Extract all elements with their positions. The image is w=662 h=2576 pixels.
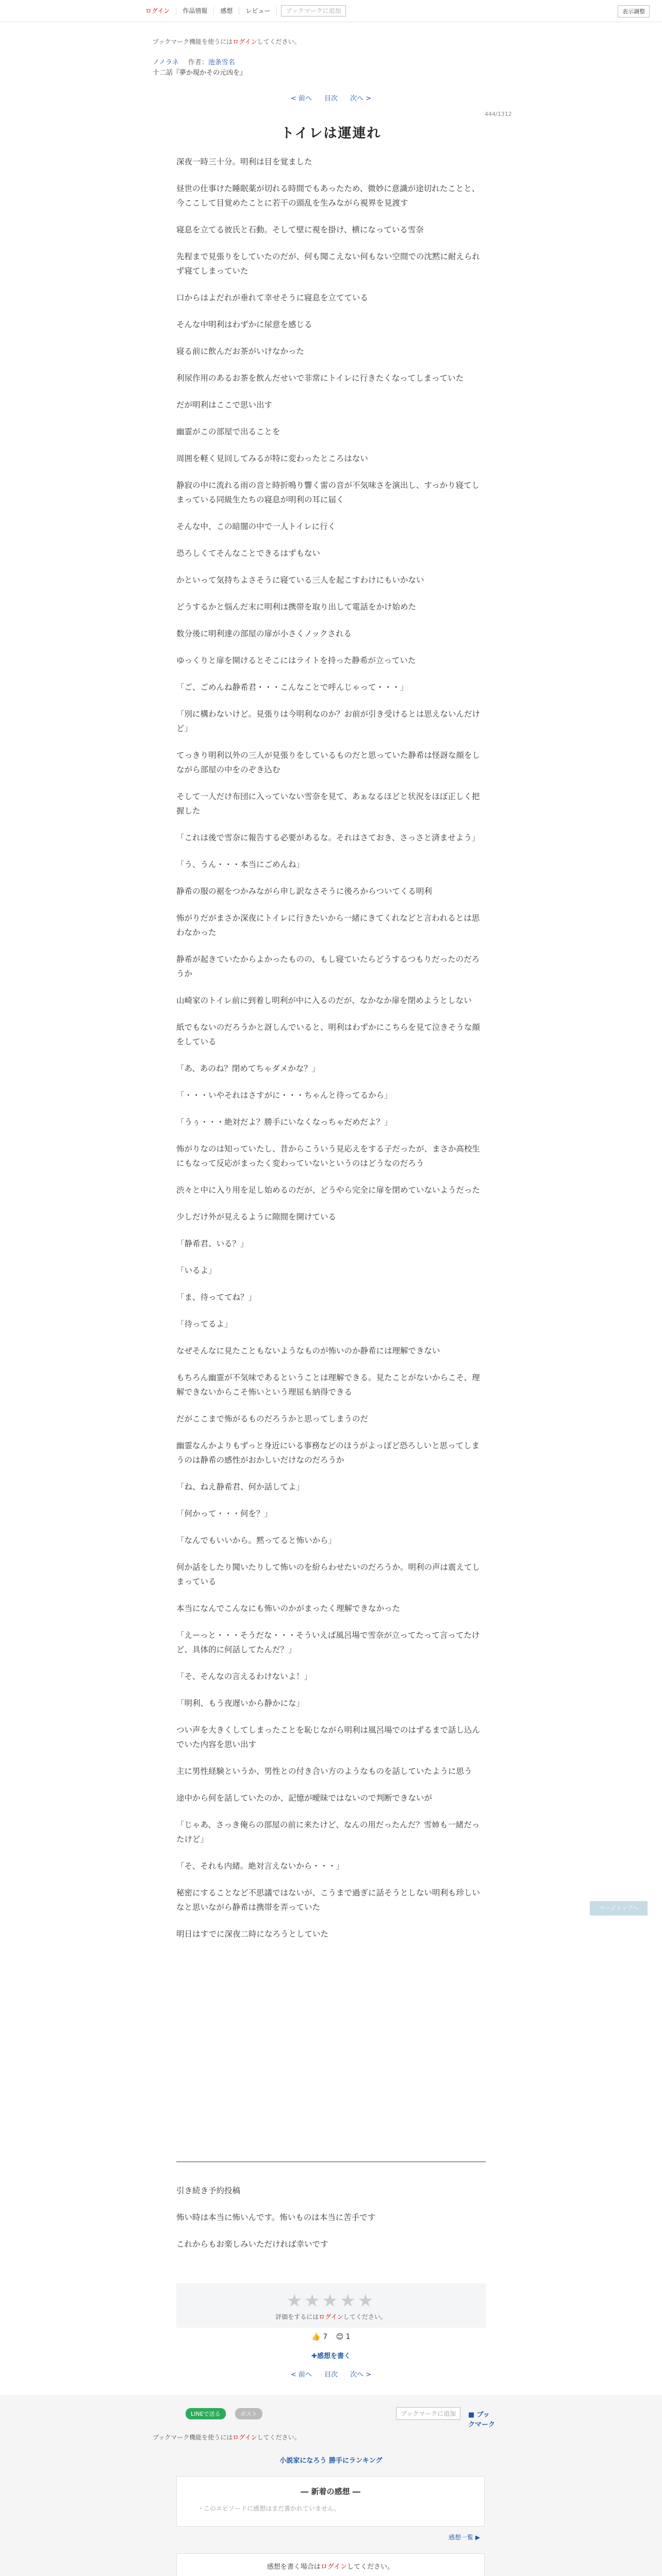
work-info-link[interactable]: 作品情報: [176, 7, 214, 15]
author-link[interactable]: 池条雪名: [208, 59, 235, 66]
series-title-link[interactable]: ノノラネ: [153, 59, 179, 66]
body-paragraph: 何か話をしたり聞いたりして怖いのを紛らわせたいのだろうか。明利の声は震えてしまっている: [176, 1563, 481, 1586]
body-paragraph: つい声を大きくしてしまったことを恥じながら明利は風呂場でのはずるまで話し込んでいた内容を思い出す: [176, 1725, 481, 1749]
episode-chapter: 十二話『夢か現かその元凶を』: [153, 69, 247, 77]
impressions-list-link[interactable]: 感想一覧 ▶: [449, 2534, 481, 2541]
body-paragraph: 周囲を軽く見回してみるが特に変わったところはない: [176, 454, 368, 463]
body-paragraph: そんな中明利はわずかに尿意を感じる: [176, 320, 312, 329]
body-paragraph: 「明利、もう夜遅いから静かにな」: [176, 1699, 305, 1708]
body-paragraph: 「ま、待っててね？」: [176, 1293, 257, 1302]
prev-link[interactable]: < 前へ: [290, 95, 312, 103]
body-paragraph: 「何かって・・・何を？」: [176, 1509, 273, 1518]
next-link[interactable]: 次へ >: [350, 95, 372, 103]
notice-login-link[interactable]: ログイン: [233, 38, 257, 45]
body-paragraph: 怖がりなのは知っていたし、昔からこういう見応えをする子だったが、まさか高校生にもなって反応がまったく変わっていないというのはどうなのだろう: [176, 1144, 481, 1168]
next-link-bottom[interactable]: 次へ >: [350, 2371, 372, 2379]
prev-link-bottom[interactable]: < 前へ: [290, 2371, 312, 2379]
page-top-button[interactable]: ページトップへ: [590, 1901, 648, 1916]
body-paragraph: 「いるよ」: [176, 1266, 217, 1275]
body-paragraph: 寝息を立てる彼氏と石動。そして壁に視を掛け、横になっている雪奈: [176, 225, 424, 234]
body-paragraph: 「う、うん・・・本当にごめんね」: [176, 860, 305, 869]
bookmark-link[interactable]: ■ ブックマーク: [468, 2411, 495, 2429]
rating-login-note: [176, 2312, 486, 2321]
rating-stars[interactable]: ★★★★★: [286, 2291, 376, 2311]
body-paragraph: 「じゃあ、さっき俺らの部屋の前に来たけど、なんの用だったんだ？雪姉も一緒だったけど」: [176, 1820, 480, 1844]
body-paragraph: 数分後に明利達の部屋の扉が小さくノックされる: [176, 629, 352, 638]
smile-reaction[interactable]: 😊 1: [336, 2333, 351, 2341]
bookmark-add-button-bottom[interactable]: ブックマークに追加: [396, 2407, 460, 2420]
pager-top: [0, 93, 662, 103]
body-paragraph: 寝る前に飲んだお茶がいけなかった: [176, 347, 305, 356]
body-paragraph: だが明利はここで思い出す: [176, 400, 273, 410]
new-impressions-box: [176, 2476, 485, 2527]
write-impression-box: [176, 2553, 485, 2576]
notice2-login-link[interactable]: ログイン: [233, 2434, 257, 2441]
series-info: [153, 57, 235, 66]
body-paragraph: 「ご、ごめんね静希君・・・こんなことで呼んじゃって・・・」: [176, 683, 408, 692]
new-impressions-title: ― 新着の感想 ―: [301, 2487, 360, 2496]
body-paragraph: 「そ、それも内緒。絶対言えないから・・・」: [176, 1861, 344, 1871]
body-paragraph: てっきり明利以外の三人が見張りをしているものだと思っていた静希は怪訝な顔をしながら部屋の中をのぞき込む: [176, 751, 481, 774]
body-paragraph: ゆっくりと扉を開けるとそこにはライトを持った静希が立っていた: [176, 656, 416, 665]
body-paragraph: 秘密にすることなど不思議ではないが、こうまで過ぎに話そうとしない明利も珍しいなと思いながら静希は携帯を弄っていた: [176, 1888, 481, 1912]
body-paragraph: どうするかと悩んだ末に明利は携帯を取り出して電話をかけ始めた: [176, 602, 417, 612]
rating-login-link[interactable]: ログイン: [319, 2313, 343, 2320]
like-reaction[interactable]: 👍 7: [311, 2333, 328, 2341]
display-settings-button[interactable]: 表示調整: [618, 5, 650, 18]
body-paragraph: 山崎家のトイレ前に到着し明利が中に入るのだが、なかなか扉を閉めようとしない: [176, 996, 472, 1005]
body-paragraph: 途中から何を話していたのか、記憶が曖昧ではないので判断できないが: [176, 1793, 433, 1803]
body-paragraph: 深夜一時三十分。明利は目を覚ました: [176, 157, 312, 166]
body-paragraph: 「待ってるよ」: [176, 1319, 233, 1329]
top-nav: [142, 5, 346, 16]
episode-body: [176, 155, 486, 1954]
write-impression-link[interactable]: ✚感想を書く: [311, 2352, 351, 2360]
bookmark-login-notice-bottom: [153, 2433, 301, 2442]
body-paragraph: 幽霊がこの部屋で出ることを: [176, 427, 280, 436]
body-paragraph: かといって気持ちよさそうに寝ている三人を起こすわけにもいかない: [176, 575, 424, 585]
body-paragraph: 先程まで見張りをしていたのだが、何も聞こえない何もない空間での沈黙に耐えられず寝てしまっていた: [176, 252, 481, 276]
body-paragraph: 幽霊なんかよりもずっと身近にいる事務などのほうがよっぽど恐ろしいと思ってしまうのは静希の感性がおかしいだけなのだろうか: [176, 1441, 480, 1465]
top-bar: [0, 0, 662, 22]
afterword: [176, 2183, 486, 2264]
body-paragraph: 主に男性経験というか、男性との付き合い方のようなものを話していたように思う: [176, 1767, 472, 1776]
body-paragraph: もちろん幽霊が不気味であるということは理解できる。見たことがないからこそ、理解できないからこそ怖いという理屈も納得できる: [176, 1373, 480, 1397]
body-paragraph: 静希の服の裾をつかみながら申し訳なさそうに後ろからついてくる明利: [176, 887, 432, 896]
afterword-paragraph: 引き続き予約投稿: [176, 2186, 241, 2195]
body-paragraph: 「えーっと・・・そうだな・・・そういえば風呂場で雪奈が立ってたって言ってたけど、具体的に何話してたんだ？」: [176, 1631, 480, 1654]
body-paragraph: 静寂の中に流れる雨の音と時折鳴り響く雷の音が不気味さを演出し、すっかり寝てしまっている同級生たちの寝息が明利の耳に届く: [176, 481, 480, 504]
body-paragraph: 静希が起きていたからよかったものの、もし寝ていたらどうするつもりだったのだろうか: [176, 955, 480, 978]
body-paragraph: 恐ろしくてそんなことできるはずもない: [176, 549, 321, 558]
x-share-button[interactable]: ポスト: [235, 2408, 262, 2419]
bookmark-login-notice: [153, 37, 301, 46]
no-impressions-text: ・このエピソードに感想はまだ書かれていません。: [197, 2505, 340, 2512]
share-tools: [186, 2407, 495, 2429]
review-link[interactable]: レビュー: [239, 7, 277, 15]
body-paragraph: 「そ、そんなの言えるわけないよ！」: [176, 1672, 312, 1681]
episode-title: トイレは運連れ: [280, 126, 382, 141]
body-paragraph: 「静希君、いる？」: [176, 1239, 249, 1248]
body-paragraph: そんな中、この暗闇の中で一人トイレに行く: [176, 522, 336, 531]
rating-note-after: してください。: [343, 2313, 387, 2320]
afterword-paragraph: これからもお楽しみいただければ幸いです: [176, 2240, 328, 2249]
author-label: 作者：: [188, 59, 208, 66]
reactions: [0, 2333, 662, 2341]
body-paragraph: 口からはよだれが垂れて幸せそうに寝息を立てている: [176, 293, 369, 302]
body-paragraph: 「あ、あのね？閉めてちゃダメかな？」: [176, 1064, 320, 1073]
body-paragraph: 少しだけ外が見えるように隙間を開けている: [176, 1212, 337, 1222]
login-link[interactable]: ログイン: [142, 7, 176, 15]
rating-box: [176, 2283, 486, 2328]
body-paragraph: 「うぅ・・・絶対だよ？勝手にいなくなっちゃだめだよ？」: [176, 1117, 392, 1127]
pager-bottom: [0, 2369, 662, 2379]
body-paragraph: 「これは後で雪奈に報告する必要があるな。それはさておき、さっさと済ませよう」: [176, 833, 480, 842]
notice2-text: ブックマーク機能を使うには: [153, 2434, 233, 2441]
body-paragraph: だがここまで怖がるものだろうかと思ってしまうのだ: [176, 1414, 369, 1423]
body-paragraph: 怖がりだがまさか深夜にトイレに行きたいから一緒にきてくれなどと言われるとは思わなかった: [176, 913, 480, 937]
page-number: 444/1312: [485, 111, 512, 117]
toc-link-bottom[interactable]: 目次: [324, 2371, 338, 2379]
body-paragraph: 「・・・いやそれはさすがに・・・ちゃんと待ってるから」: [176, 1091, 392, 1100]
notice2-text-after: してください。: [257, 2434, 301, 2441]
body-paragraph: 「ね、ねえ静希君、何か話してよ」: [176, 1482, 305, 1492]
body-paragraph: なぜそんなに見たこともないようなものが怖いのか静希には理解できない: [176, 1346, 440, 1355]
body-paragraph: 紙でもないのだろうかと訝しんでいると、明利はわずかにこちらを見て泣きそうな顔をしている: [176, 1023, 481, 1046]
toc-link[interactable]: 目次: [324, 95, 338, 103]
body-paragraph: 利尿作用のあるお茶を飲んだせいで非常にトイレに行きたくなってしまっていた: [176, 374, 464, 383]
impressions-link[interactable]: 感想: [214, 7, 239, 15]
write-box-text: 感想を書く場合は: [267, 2563, 321, 2571]
body-paragraph: 昼世の仕事けた睡眠薬が切れる時間でもあったため、微妙に意識が途切れたことと、今ここして目覚めたことに若干の頭乱を生みながら視界を見渡す: [176, 184, 480, 208]
notice-text: ブックマーク機能を使うには: [153, 38, 233, 45]
write-box-login-link[interactable]: ログイン: [320, 2563, 347, 2571]
afterword-paragraph: 怖い時は本当に怖いんです。怖いものは本当に苦手です: [176, 2213, 376, 2222]
body-paragraph: 明日はすでに深夜二時になろうとしていた: [176, 1929, 328, 1939]
body-paragraph: 本当になんでこんなにも怖いのかがまったく理解できなかった: [176, 1604, 401, 1613]
body-paragraph: 渋々と中に入り用を足し始めるのだが、どうやら完全に扉を閉めていないようだった: [176, 1185, 481, 1195]
body-paragraph: 「別に構わないけど。見張りは今明利なのか？お前が引き受けるとは思えないんだけど」: [176, 709, 481, 733]
body-paragraph: そして一人だけ布団に入っていない雪奈を見て、あぁなるほどと状況をほぼ正しく把握した: [176, 792, 480, 816]
body-paragraph: 「なんでもいいから。黙ってると怖いから」: [176, 1536, 337, 1545]
afterword-divider: [176, 2161, 486, 2162]
rating-note-text: 評価をするには: [275, 2313, 319, 2320]
ranking-link[interactable]: 小説家になろう 勝手にランキング: [279, 2457, 383, 2465]
line-share-button[interactable]: LINEで送る: [186, 2408, 226, 2419]
notice-text-after: してください。: [257, 38, 301, 45]
write-box-text-after: してください。: [347, 2563, 394, 2571]
bookmark-add-button[interactable]: ブックマークに追加: [281, 5, 345, 16]
